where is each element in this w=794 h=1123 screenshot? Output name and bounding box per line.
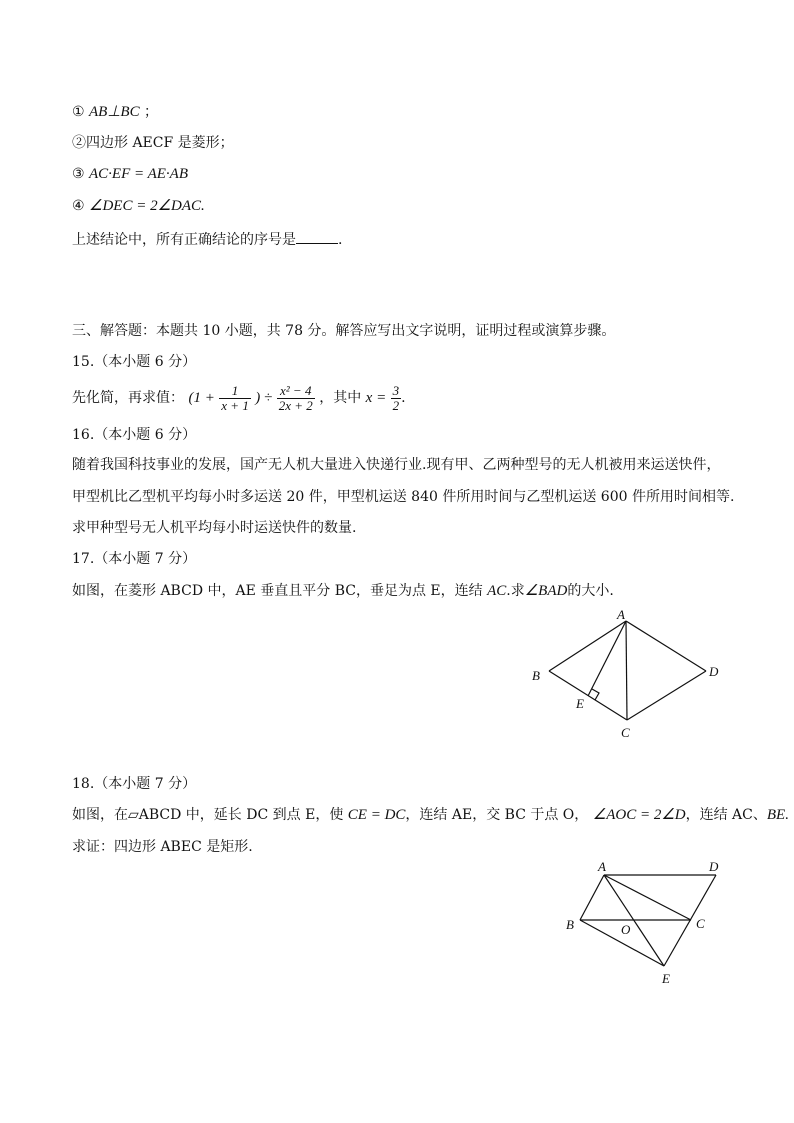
statement-3 [72, 165, 188, 183]
label-c: C [621, 725, 630, 740]
q15-fraction-1 [219, 384, 251, 413]
q15-lead: 先化简，再求值： [72, 390, 184, 406]
side-cd [627, 671, 706, 720]
q17-text-2: .求 [506, 583, 525, 599]
q17-math-ac: AC [487, 583, 507, 599]
statement-text: 四边形 AECF 是菱形； [86, 135, 234, 151]
q18-parallelogram-figure [560, 852, 730, 987]
statement-marker: ④ [72, 198, 85, 214]
segment-ac [626, 621, 627, 720]
q18-prove: 求证：四边形 ABEC 是矩形. [72, 839, 253, 855]
q16-line-2: 甲型机比乙型机平均每小时多运送 20 件，甲型机运送 840 件所用时间与乙型机运送 600 件所用时间相等. [72, 489, 735, 505]
denominator: 2 [392, 397, 400, 413]
statement-marker: ② [72, 135, 86, 151]
q15-mid: ，其中 [319, 390, 362, 406]
q18-text-c: ，连结 AC、 [685, 807, 767, 823]
statement-1 [72, 103, 158, 121]
side-ad [626, 621, 706, 671]
q15-header: 15.（本小题 6 分） [72, 354, 197, 370]
q18-math-ce: CE = DC [347, 807, 406, 823]
numerator: x² − 4 [280, 382, 312, 398]
q17-header: 17.（本小题 7 分） [72, 551, 197, 567]
q18-math-angle: ∠AOC = 2∠D [592, 807, 686, 823]
side-ab [580, 875, 604, 920]
segment-ac [604, 875, 691, 920]
q15-fraction-3 [391, 384, 402, 413]
q17-rhombus-figure [520, 600, 730, 745]
label-o: O [621, 922, 631, 937]
label-c: C [696, 916, 705, 931]
conclusion-line [72, 230, 342, 249]
q16-line-3: 求甲种型号无人机平均每小时运送快件的数量. [72, 520, 357, 536]
label-e: E [662, 971, 670, 986]
q17-text-3: 的大小. [567, 583, 614, 599]
statement-tail: ； [144, 104, 159, 120]
q15-close: ) ÷ [255, 390, 273, 406]
label-a: A [617, 607, 625, 622]
statement-math: AC·EF = AE·AB [89, 166, 189, 182]
label-d: D [709, 664, 719, 679]
q15-body [72, 381, 406, 415]
numerator: 1 [231, 382, 239, 398]
q16-line-1: 随着我国科技事业的发展，国产无人机大量进入快递行业.现有甲、乙两种型号的无人机被用来运送快件， [72, 457, 721, 473]
q15-fraction-2 [277, 384, 315, 413]
denominator: 2x + 2 [278, 397, 313, 413]
q17-text: 如图，在菱形 ABCD 中，AE 垂直且平分 BC，垂足为点 E，连结 [72, 583, 483, 599]
q18-header: 18.（本小题 7 分） [72, 776, 197, 792]
label-e: E [576, 696, 584, 711]
label-b: B [532, 668, 540, 683]
segment-ae [588, 621, 626, 696]
label-b: B [566, 917, 574, 932]
statement-math: AB⊥BC [89, 104, 140, 120]
q15-x-eq: x = [365, 390, 387, 406]
q17-math-angle: ∠BAD [524, 583, 568, 599]
denominator: x + 1 [221, 397, 249, 413]
statement-marker: ③ [72, 166, 85, 182]
conclusion-text: 上述结论中，所有正确结论的序号是 [72, 232, 296, 248]
q18-text-b: ，连结 AE，交 BC 于点 O， [405, 807, 589, 823]
numerator: 3 [392, 382, 400, 398]
q15-open: (1 + [188, 390, 215, 406]
answer-blank[interactable] [296, 230, 338, 244]
label-d: D [709, 859, 719, 874]
statement-2 [72, 134, 234, 152]
q18-text-a: 如图，在▱ABCD 中，延长 DC 到点 E，使 [72, 807, 344, 823]
q16-header: 16.（本小题 6 分） [72, 427, 197, 443]
side-ab [549, 621, 626, 671]
statement-marker: ① [72, 104, 85, 120]
statement-4 [72, 197, 205, 215]
q18-math-be: BE. [766, 807, 789, 823]
section-3-title: 三、解答题：本题共 10 小题，共 78 分。解答应写出文字说明，证明过程或演算步骤。 [72, 323, 616, 339]
conclusion-end: . [338, 232, 343, 248]
label-a: A [598, 859, 606, 874]
q15-end: . [401, 390, 406, 406]
q18-body [72, 806, 789, 824]
statement-math: ∠DEC = 2∠DAC. [89, 198, 205, 214]
q17-body [72, 582, 614, 600]
